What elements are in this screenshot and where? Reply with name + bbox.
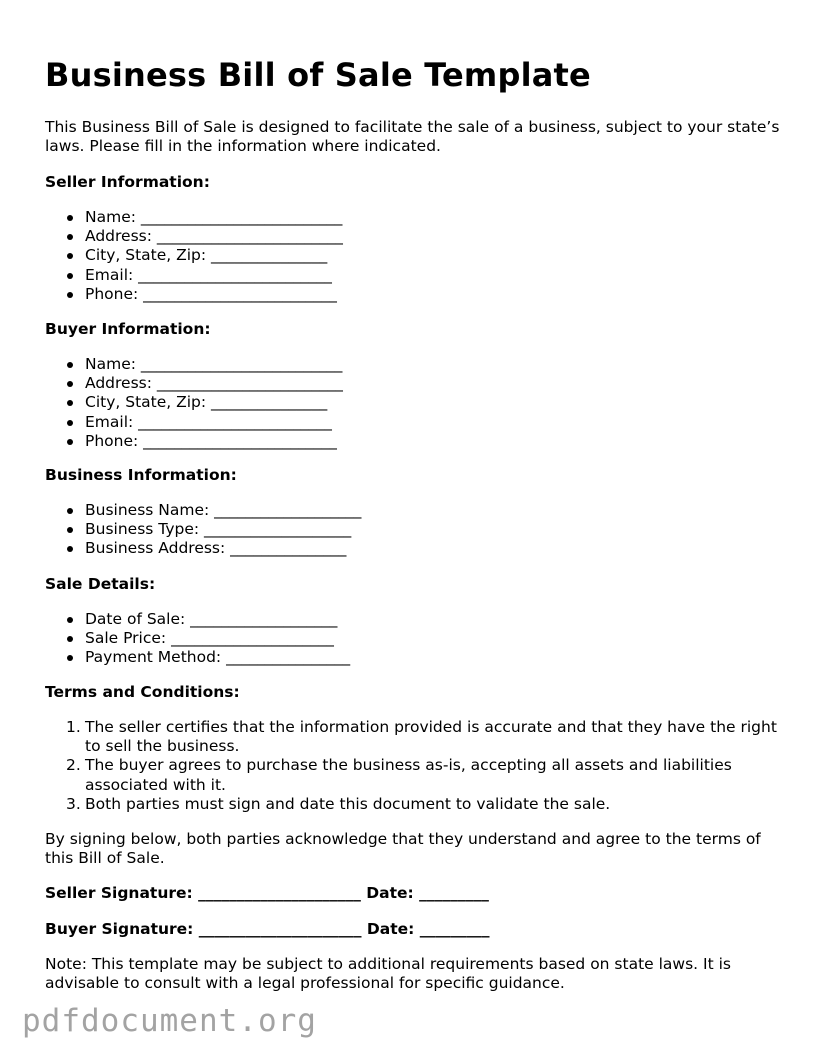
sale-price-field: Sale Price: _____________________: [45, 629, 350, 648]
seller-heading: Seller Information:: [45, 173, 210, 191]
buyer-name-field: Name: __________________________: [45, 355, 343, 374]
business-type-field: Business Type: ___________________: [45, 520, 361, 539]
seller-phone-field: Phone: _________________________: [45, 285, 343, 304]
buyer-email-field: Email: _________________________: [45, 413, 343, 432]
sale-list: [45, 610, 350, 668]
note-paragraph: Note: This template may be subject to additional requirements based on state laws. It is advisable to consult with a legal professional for specific guidance.: [45, 955, 731, 992]
business-list: [45, 501, 361, 559]
document-title: Business Bill of Sale Template: [45, 56, 591, 94]
term-item: 3. Both parties must sign and date this document to validate the sale.: [66, 794, 611, 813]
acknowledgement-paragraph: By signing below, both parties acknowledge that they understand and agree to the terms of this Bill of Sale.: [45, 830, 761, 867]
seller-name-field: Name: __________________________: [45, 208, 343, 227]
buyer-address-field: Address: ________________________: [45, 374, 343, 393]
sale-date-field: Date of Sale: ___________________: [45, 610, 350, 629]
business-heading: Business Information:: [45, 466, 237, 484]
seller-city-state-zip-field: City, State, Zip: _______________: [45, 246, 343, 265]
seller-email-field: Email: _________________________: [45, 266, 343, 285]
intro-paragraph: This Business Bill of Sale is designed to facilitate the sale of a business, subject to your state’s laws. Please fill in the information where indicated.: [45, 118, 780, 155]
seller-list: [45, 208, 343, 304]
watermark: pdfdocument.org: [22, 1003, 317, 1039]
buyer-city-state-zip-field: City, State, Zip: _______________: [45, 393, 343, 412]
buyer-signature-line: Buyer Signature: _____________________ Date: _________: [45, 920, 490, 938]
term-item: 2. The buyer agrees to purchase the business as-is, accepting all assets and liabilities associated with it.: [66, 756, 732, 794]
buyer-phone-field: Phone: _________________________: [45, 432, 343, 451]
seller-address-field: Address: ________________________: [45, 227, 343, 246]
term-item: 1. The seller certifies that the information provided is accurate and that they have the right to sell the business.: [66, 718, 777, 756]
seller-signature-line: Seller Signature: _____________________ Date: _________: [45, 884, 489, 902]
business-address-field: Business Address: _______________: [45, 539, 361, 558]
payment-method-field: Payment Method: ________________: [45, 648, 350, 667]
terms-heading: Terms and Conditions:: [45, 683, 240, 701]
business-name-field: Business Name: ___________________: [45, 501, 361, 520]
sale-heading: Sale Details:: [45, 575, 156, 593]
buyer-list: [45, 355, 343, 451]
terms-list: [45, 718, 780, 814]
buyer-heading: Buyer Information:: [45, 320, 211, 338]
